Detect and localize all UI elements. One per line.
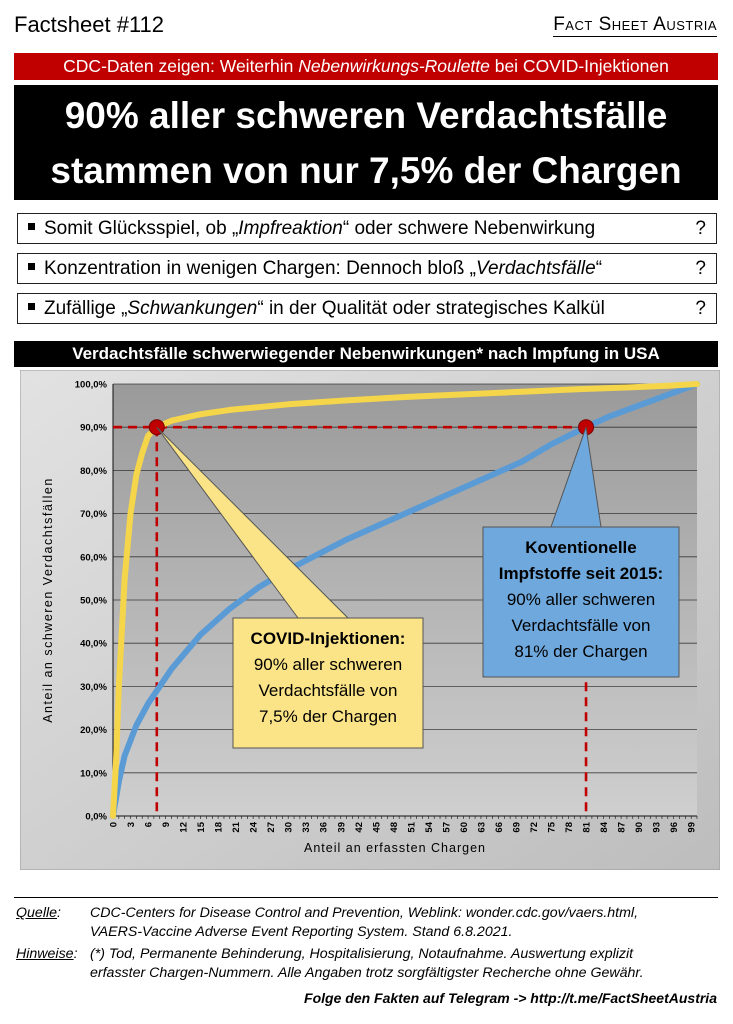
- x-tick-label: 93: [651, 822, 663, 833]
- x-tick-label: 15: [196, 822, 208, 833]
- x-tick-label: 99: [686, 822, 698, 833]
- x-tick-label: 66: [493, 822, 505, 833]
- x-tick-label: 36: [318, 822, 330, 833]
- bullet-1: [17, 213, 717, 244]
- covid-callout-line: 90% aller schweren: [253, 655, 403, 674]
- brand-logo-text: Fact Sheet Austria: [553, 14, 717, 35]
- x-tick-label: 9: [161, 822, 173, 828]
- x-tick-label: 84: [599, 822, 611, 833]
- bullet-3-question: ?: [695, 298, 706, 319]
- bullet-3-a: Zufällige „: [44, 298, 128, 319]
- conventional-callout-line: Verdachtsfälle von: [511, 616, 651, 635]
- x-tick-label: 27: [266, 822, 278, 833]
- bullet-square-icon: [28, 303, 35, 310]
- x-tick-label: 72: [528, 822, 540, 833]
- source-line-1: CDC-Centers for Disease Control and Prevention, Weblink: wonder.cdc.gov/vaers.html,: [90, 905, 639, 921]
- x-tick-label: 30: [283, 822, 295, 833]
- bullet-1-question: ?: [695, 218, 706, 239]
- notes-line-2: erfasster Chargen-Nummern. Alle Angaben trotz sorgfältigster Recherche ohne Gewähr.: [90, 965, 644, 981]
- bullet-square-icon: [28, 223, 35, 230]
- y-tick-label: 40,0%: [80, 638, 107, 650]
- y-tick-label: 30,0%: [80, 681, 107, 693]
- x-tick-label: 18: [213, 822, 225, 833]
- conventional-callout-title: Koventionelle: [525, 538, 637, 557]
- bullet-3-b: “ in der Qualität oder strategisches Kalkül: [257, 298, 605, 319]
- bullet-1-a: Somit Glücksspiel, ob „: [44, 218, 239, 239]
- bullet-3: [17, 293, 717, 324]
- x-tick-label: 12: [178, 822, 190, 833]
- y-tick-label: 10,0%: [80, 768, 107, 780]
- headline-line-1: 90% aller schweren Verdachtsfälle: [64, 95, 668, 136]
- conventional-callout-title: Impfstoffe seit 2015:: [498, 564, 664, 583]
- y-tick-label: 100,0%: [74, 379, 107, 391]
- x-tick-label: 69: [511, 822, 523, 833]
- bullet-2-a: Konzentration in wenigen Chargen: Dennoch bloß „: [44, 258, 476, 279]
- bullet-1-italic: Impfreaktion: [238, 218, 343, 239]
- x-tick-label: 63: [476, 822, 488, 833]
- x-tick-label: 24: [248, 822, 260, 833]
- covid-callout-line: 7,5% der Chargen: [259, 707, 397, 726]
- chart-title: Verdachtsfälle schwerwiegender Nebenwirkungen* nach Impfung in USA: [14, 341, 718, 367]
- x-tick-label: 45: [371, 822, 383, 833]
- conventional-callout-line: 90% aller schweren: [506, 590, 656, 609]
- factsheet-number: Factsheet #112: [14, 12, 165, 37]
- y-tick-label: 90,0%: [80, 422, 107, 434]
- x-tick-label: 78: [564, 822, 576, 833]
- x-tick-label: 54: [423, 822, 435, 833]
- x-tick-label: 87: [616, 822, 628, 833]
- headline: [14, 85, 718, 200]
- notes-key: Hinweise:: [16, 946, 78, 962]
- source-line-2: VAERS-Vaccine Adverse Event Reporting System. Stand 6.8.2021.: [90, 924, 513, 940]
- chart: [20, 370, 720, 870]
- x-tick-label: 3: [126, 822, 138, 828]
- bullet-1-b: “ oder schwere Nebenwirkung: [342, 218, 596, 239]
- y-tick-label: 80,0%: [80, 465, 107, 477]
- covid-callout-line: Verdachtsfälle von: [258, 681, 398, 700]
- bullet-2-b: “: [595, 258, 603, 279]
- banner-suffix: bei COVID-Injektionen: [489, 56, 669, 76]
- x-tick-label: 42: [353, 822, 365, 833]
- x-tick-label: 6: [143, 822, 155, 828]
- x-tick-label: 21: [231, 822, 243, 833]
- x-axis-label: Anteil an erfassten Chargen: [304, 841, 486, 855]
- y-tick-label: 0,0%: [85, 811, 107, 823]
- x-tick-label: 48: [388, 822, 400, 833]
- telegram-link[interactable]: Folge den Fakten auf Telegram -> http://t.me/FactSheetAustria: [304, 990, 717, 1006]
- y-tick-label: 50,0%: [80, 595, 107, 607]
- x-tick-label: 51: [406, 822, 418, 833]
- y-tick-label: 20,0%: [80, 725, 107, 737]
- x-tick-label: 90: [634, 822, 646, 833]
- notes-line-1: (*) Tod, Permanente Behinderung, Hospitalisierung, Notaufnahme. Auswertung explizit: [90, 946, 634, 962]
- x-tick-label: 75: [546, 822, 558, 833]
- y-axis-label: Anteil an schweren Verdachtsfällen: [41, 477, 55, 723]
- headline-line-2: stammen von nur 7,5% der Chargen: [50, 150, 682, 191]
- footer-divider: [14, 897, 718, 898]
- x-tick-label: 39: [336, 822, 348, 833]
- x-tick-label: 57: [441, 822, 453, 833]
- bullet-2: [17, 253, 717, 284]
- banner-prefix: CDC-Daten zeigen: Weiterhin: [63, 56, 299, 76]
- x-tick-label: 0: [108, 822, 120, 828]
- red-subtitle-banner: [14, 53, 718, 80]
- bullet-2-italic: Verdachtsfälle: [476, 258, 596, 279]
- x-tick-label: 33: [301, 822, 313, 833]
- bullet-square-icon: [28, 263, 35, 270]
- y-tick-label: 70,0%: [80, 509, 107, 521]
- covid-callout-title: COVID-Injektionen:: [250, 629, 406, 648]
- y-tick-label: 60,0%: [80, 552, 107, 564]
- chart-svg: [20, 370, 720, 870]
- x-tick-label: 96: [669, 822, 681, 833]
- banner-italic: Nebenwirkungs-Roulette: [298, 56, 490, 76]
- source-key: Quelle:: [16, 905, 61, 921]
- bullet-2-question: ?: [695, 258, 706, 279]
- conventional-callout-line: 81% der Chargen: [514, 642, 648, 661]
- x-tick-label: 81: [581, 822, 593, 833]
- bullet-3-italic: Schwankungen: [127, 298, 258, 319]
- x-tick-label: 60: [458, 822, 470, 833]
